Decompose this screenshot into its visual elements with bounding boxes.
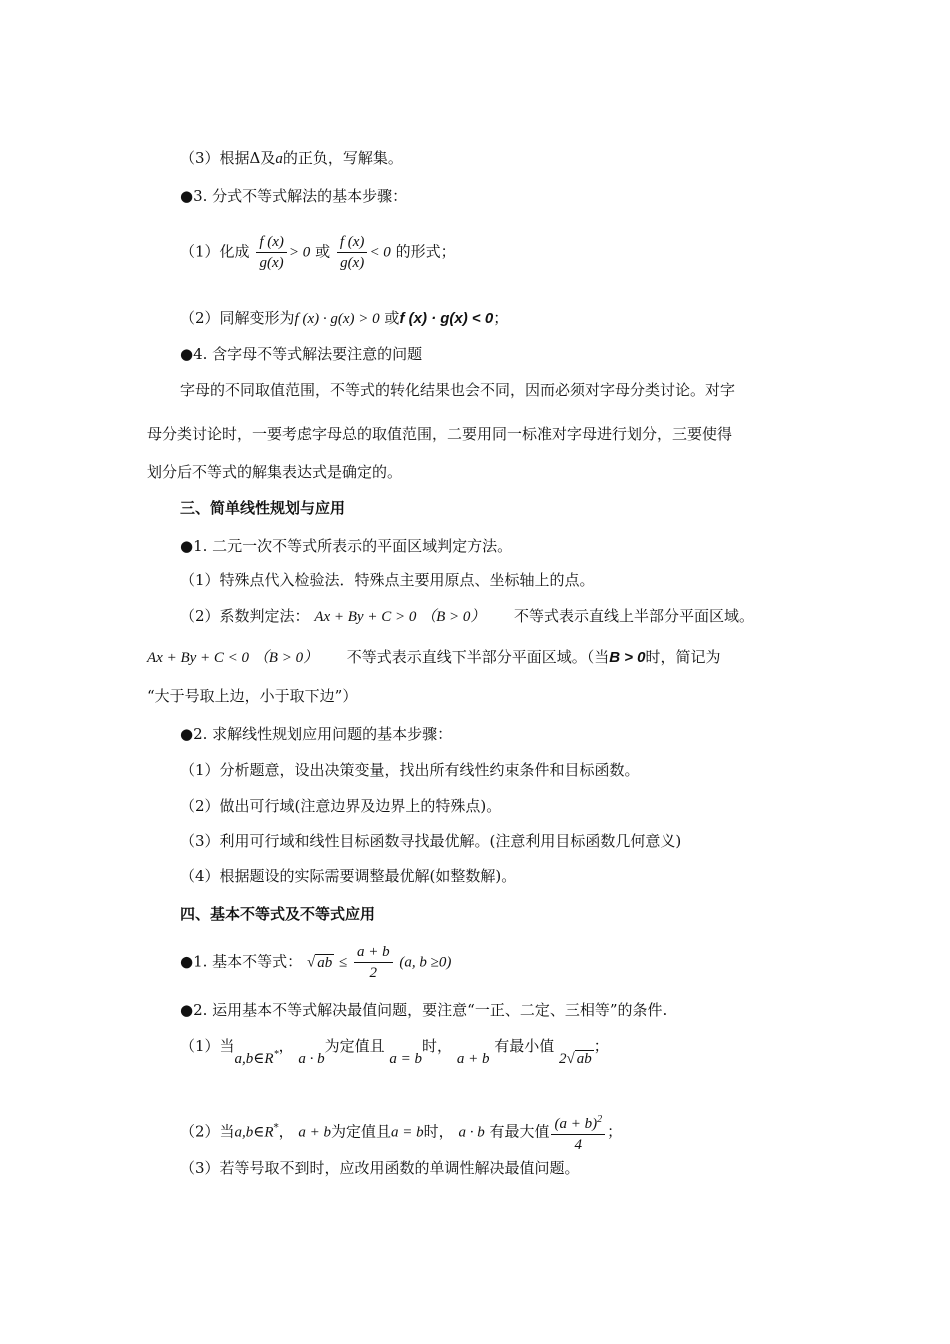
text: （1）化成 (180, 242, 250, 261)
math: a · b (298, 1051, 325, 1067)
denominator: g(x) (259, 255, 284, 271)
text: （1）当 (180, 1037, 235, 1055)
lp-step-2: （2）做出可行域(注意边界及边界上的特殊点)。 (180, 797, 502, 815)
text: 有最小值 (494, 1037, 555, 1055)
math: a · b (458, 1124, 485, 1141)
line-fraction-form (180, 232, 456, 273)
line-maximum (180, 1110, 622, 1155)
math: a + b (456, 1051, 490, 1067)
text: ， (278, 1122, 294, 1141)
line-equivalent-transform (180, 308, 508, 329)
text: 不等式表示直线上半部分平面区域。 (514, 607, 755, 625)
line-mnemonic: “大于号取上边，小于取下边”） (147, 687, 358, 705)
math: a = b (391, 1124, 424, 1141)
math (235, 1045, 279, 1069)
math: （B > 0） (253, 650, 319, 666)
math: a + b (298, 1124, 331, 1141)
heading-fraction-inequality: ●3. 分式不等式解法的基本步骤： (180, 187, 408, 205)
fraction (354, 942, 393, 983)
math: > 0 (288, 244, 311, 261)
line-special-point: （1）特殊点代入检验法．特殊点主要用原点、坐标轴上的点。 (180, 571, 595, 589)
math: f (x) · g(x) > 0 (294, 311, 380, 327)
math: Ax + By + C < 0 (147, 650, 250, 666)
denominator: g(x) (340, 255, 365, 271)
text: 时， (422, 1037, 453, 1055)
paragraph-line-1: 字母的不同取值范围，不等式的转化结果也会不同，因而必须对字母分类讨论。对字 (180, 381, 736, 399)
text: 或 (315, 242, 331, 261)
line-coefficient-method (180, 606, 754, 627)
denominator: 2 (369, 965, 378, 981)
lp-step-1: （1）分析题意，设出决策变量，找出所有线性约束条件和目标函数。 (180, 761, 640, 779)
fraction (551, 1110, 605, 1155)
text: （3）根据Δ及 (180, 149, 276, 167)
lp-step-3: （3）利用可行域和线性目标函数寻找最优解。(注意利用目标函数几何意义) (180, 832, 682, 850)
math-a: a (275, 151, 283, 167)
text: 为定值且 (331, 1122, 392, 1141)
fraction (256, 232, 287, 273)
numerator-base: (a + b) (554, 1116, 598, 1132)
fraction (337, 232, 368, 273)
math: （B > 0） (421, 609, 486, 625)
text: 或 (384, 309, 400, 327)
text: （2）系数判定法： (180, 607, 310, 625)
text: 不等式表示直线下半部分平面区域。（当 (346, 648, 610, 666)
text: ； (607, 1122, 623, 1141)
text: 为定值且 (324, 1037, 385, 1055)
text: （2）当 (180, 1122, 235, 1141)
text: 时， (423, 1122, 454, 1141)
heading-region-method: ●1. 二元一次不等式所表示的平面区域判定方法。 (180, 537, 513, 555)
numerator: a + b (354, 942, 393, 963)
coefficient: 2 (559, 1051, 567, 1067)
sqrt-expression: √ ab (306, 954, 333, 971)
math: B > 0 (609, 649, 646, 666)
heading-extremum-conditions: ●2. 运用基本不等式解决最值问题，要注意“一正、二定、三相等”的条件. (180, 1001, 668, 1019)
text: 的正负，写解集。 (282, 149, 403, 167)
line-solution-set (180, 148, 403, 169)
text: 有最大值 (489, 1122, 550, 1141)
math-set: a,b∈R (234, 1051, 274, 1067)
math: f (x) · g(x) < 0 (399, 310, 494, 327)
math-min-value: 2√ ab (559, 1051, 592, 1067)
paragraph-line-3: 划分后不等式的解集表达式是确定的。 (147, 463, 403, 481)
line-minimum (180, 1036, 609, 1069)
heading-letter-inequality: ●4. 含字母不等式解法要注意的问题 (180, 345, 423, 363)
superscript: 2 (597, 1114, 603, 1125)
text: ●1. 基本不等式： (180, 952, 303, 971)
math: < 0 (369, 244, 391, 261)
line-monotonicity: （3）若等号取不到时，应改用函数的单调性解决最值问题。 (180, 1159, 580, 1177)
numerator: f (x) (337, 232, 368, 253)
text: 时，简记为 (645, 648, 721, 666)
superscript: * (273, 1122, 279, 1134)
math: a,b∈R (234, 1124, 274, 1141)
math: Ax + By + C > 0 (314, 609, 417, 625)
math: a = b (389, 1051, 423, 1067)
numerator (551, 1110, 605, 1135)
heading-lp-steps: ●2. 求解线性规划应用问题的基本步骤： (180, 725, 453, 743)
section-title-linear-programming: 三、简单线性规划与应用 (180, 499, 346, 517)
text: （2）同解变形为 (180, 309, 295, 327)
lp-step-4: （4）根据题设的实际需要调整最优解(如整数解)。 (180, 867, 517, 885)
math: ≤ (338, 954, 348, 971)
paragraph-line-2: 母分类讨论时，一要考虑字母总的取值范围，二要用同一标准对字母进行划分，三要使得 (147, 425, 733, 443)
text: 的形式； (395, 242, 456, 261)
text: ； (493, 309, 509, 327)
line-basic-inequality (180, 942, 451, 983)
text: ； (593, 1037, 609, 1055)
line-coefficient-method-2 (147, 647, 721, 668)
radicand: ab (317, 954, 333, 971)
denominator: 4 (574, 1137, 583, 1153)
math: (a, b ≥0) (399, 954, 452, 971)
radicand: ab (576, 1051, 592, 1067)
numerator: f (x) (256, 232, 287, 253)
text: ， (278, 1037, 294, 1055)
superscript: * (273, 1049, 279, 1060)
section-title-basic-inequality: 四、基本不等式及不等式应用 (180, 905, 376, 923)
